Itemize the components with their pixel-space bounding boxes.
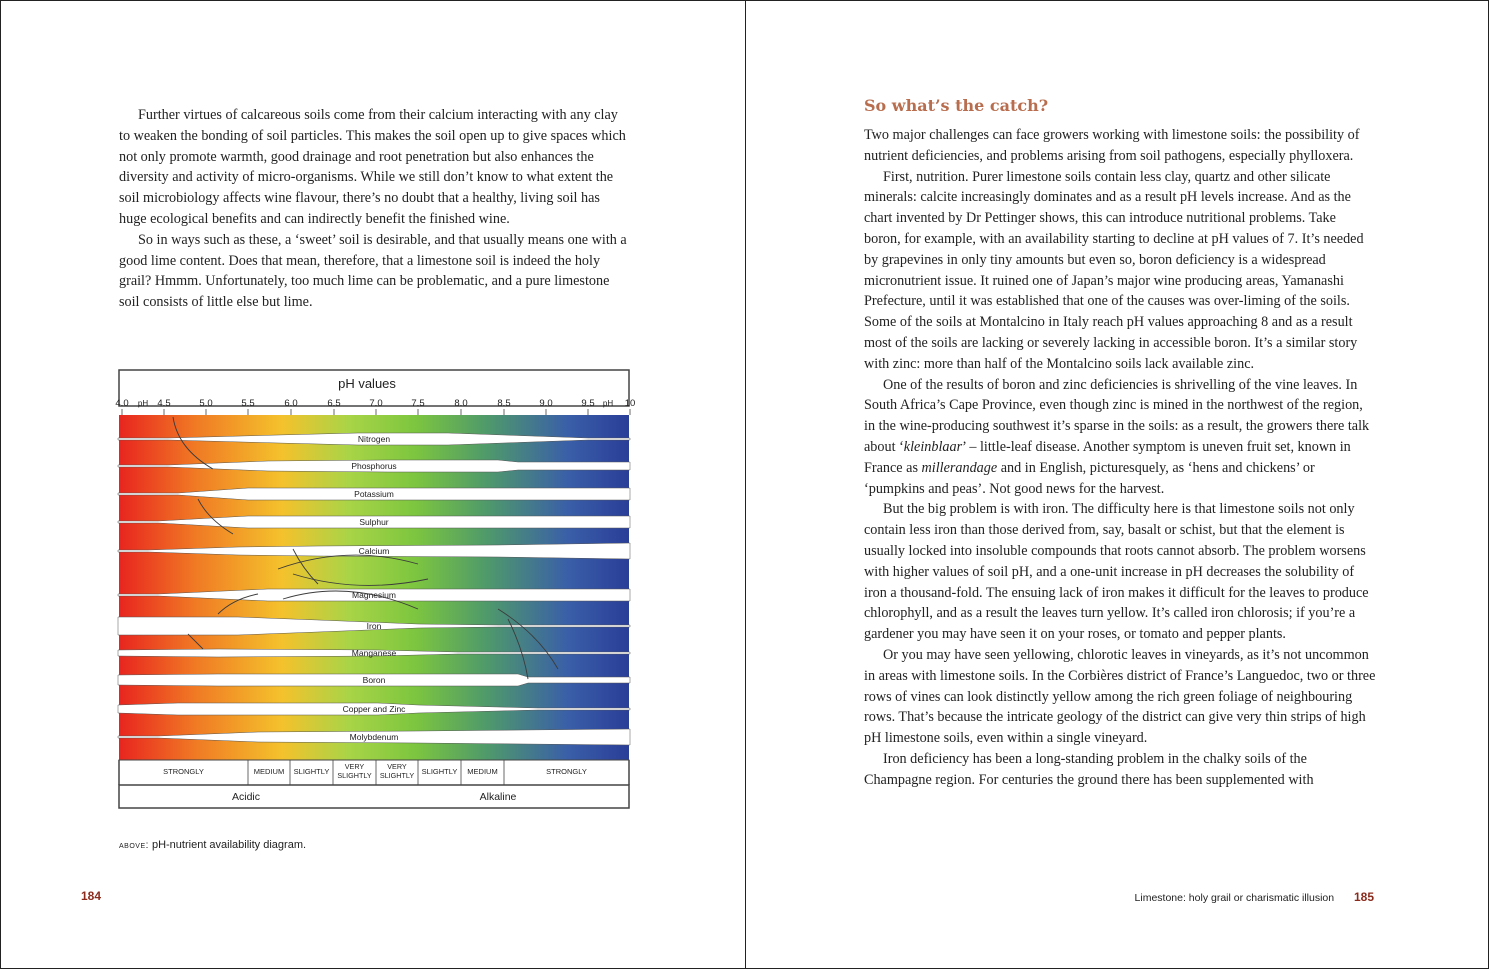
side-alkaline: Alkaline bbox=[479, 791, 517, 803]
folio-right: 185 bbox=[1353, 890, 1374, 904]
acidity-label: STRONGLY bbox=[163, 767, 204, 776]
section-heading: So what’s the catch? bbox=[864, 96, 1049, 115]
ph-tick-label: 8.5 bbox=[497, 398, 511, 409]
paragraph: Or you may have seen yellowing, chlorotic leaves in vineyards, as it’s not uncommon in areas with limestone soils. In the Corbières district of France’s Languedoc, two or three rows of vines can look distinctly yellow among the rich green foliage of neighbouring rows. That’s because the intricate geology of the district can give very thin strips of high pH limestone soils, even within a single vineyard. bbox=[864, 646, 1376, 747]
acidity-label: MEDIUM bbox=[467, 767, 498, 776]
ph-tick-label: 5.0 bbox=[199, 398, 213, 409]
ph-tick-label: 9.5 bbox=[581, 398, 595, 409]
nutrient-label: Molybdenum bbox=[349, 732, 399, 742]
acidity-label: VERY bbox=[344, 762, 365, 771]
figure-caption bbox=[119, 839, 306, 851]
nutrient-label: Potassium bbox=[354, 489, 394, 499]
ph-tick-label: 7.5 bbox=[411, 398, 425, 409]
nutrient-label: Sulphur bbox=[359, 517, 389, 527]
paragraph: Two major challenges can face growers working with limestone soils: the possibility of nutrient deficiencies, and problems arising from soil pathogens, especially phylloxera. bbox=[864, 127, 1360, 164]
left-body-text bbox=[119, 105, 629, 313]
paragraph: So in ways such as these, a ‘sweet’ soil is desirable, and that usually means one with a good lime content. Does that mean, therefore, that a limestone soil is indeed the holy grail? Hmmm. Unfortunately, too much lime can be problematic, and a pure limestone soil consists of little else but lime. bbox=[119, 231, 627, 311]
nutrient-label: Phosphorus bbox=[351, 461, 397, 471]
acidity-label: SLIGHTLY bbox=[379, 771, 415, 780]
right-page bbox=[746, 1, 1488, 968]
ph-tick-label: 8.0 bbox=[454, 398, 468, 409]
paragraph: One of the results of boron and zinc deficiencies is shrivelling of the vine leaves. In South Africa’s Cape Province, even though zinc is mined in the northwest of the region, in the wine-producing southwest it’s sparse in the soils: as a result, the growers there talk about ‘kleinblaar’ – little-leaf disease. Another symptom is uneven fruit set, known in France as millerandage and in English, picturesquely, as ‘hens and chickens’ or ‘pumpkins and peas’. Not good news for the harvest. bbox=[864, 376, 1370, 497]
running-head-title: Limestone: holy grail or charismatic illusion bbox=[1134, 892, 1335, 904]
side-acidic: Acidic bbox=[231, 791, 261, 803]
acidity-label: SLIGHTLY bbox=[293, 767, 330, 776]
caption-prefix: above: bbox=[119, 840, 149, 851]
nutrient-label: Iron bbox=[366, 621, 382, 631]
ph-tick-label: 6.5 bbox=[327, 398, 341, 409]
ph-tick-label: 9.0 bbox=[539, 398, 553, 409]
chart-title: pH values bbox=[338, 376, 396, 391]
caption-text: pH-nutrient availability diagram. bbox=[148, 839, 307, 851]
running-head bbox=[1135, 890, 1374, 904]
folio-left: 184 bbox=[81, 889, 102, 903]
ph-tick-label: 7.0 bbox=[369, 398, 383, 409]
ph-tick-label: 10 bbox=[624, 398, 636, 409]
paragraph: First, nutrition. Purer limestone soils contain less clay, quartz and other silicate minerals: calcite increasingly dominates and as a result pH levels increase. And as the chart invented by Dr Pettinger shows, this can introduce nutritional problems. Take boron, for example, with an availability starting to decline at pH values of 7. It’s needed by grapevines in only tiny amounts but even so, boron deficiency is a widespread micronutrient issue. It ruined one of Japan’s major wine producing areas, Yamanashi Prefecture, until it was established that one of the causes was over-liming of the soils. Some of the soils at Montalcino in Italy reach pH values approaching 8 and as a result most of the soils are lacking or severely lacking in accessible boron. It’s a similar story with zinc: more than half of the Montalcino soils lack available zinc. bbox=[864, 168, 1364, 372]
acidity-label: SLIGHTLY bbox=[337, 771, 372, 780]
italic-term: millerandage bbox=[921, 459, 998, 476]
ph-nutrient-chart bbox=[115, 369, 636, 811]
ph-tick-label: pH bbox=[602, 399, 614, 408]
paragraph: Further virtues of calcareous soils come from their calcium interacting with any clay to weaken the bonding of soil particles. This makes the soil open up to give spaces which not only promote warmth, good drainage and root penetration but also enhances the diversity and activity of micro-organisms. While we still don’t know to what extent the soil microbiology affects wine flavour, there’s no doubt that a healthy, living soil has huge ecological benefits and can indirectly benefit the finished wine. bbox=[119, 107, 626, 227]
ph-tick-label: 4.5 bbox=[157, 398, 171, 409]
ph-tick-label: pH bbox=[137, 399, 149, 408]
nutrient-label: Boron bbox=[362, 675, 386, 685]
acidity-label: VERY bbox=[387, 762, 407, 771]
left-page bbox=[1, 1, 745, 968]
italic-term: kleinblaar bbox=[903, 438, 963, 455]
nutrient-label: Nitrogen bbox=[357, 434, 391, 444]
paragraph: Iron deficiency has been a long-standing problem in the chalky soils of the Champagne region. For centuries the ground there has been supplemented with bbox=[864, 750, 1314, 788]
ph-tick-label: 6.0 bbox=[284, 398, 298, 409]
acidity-label: SLIGHTLY bbox=[421, 767, 458, 776]
nutrient-label: Magnesium bbox=[352, 590, 396, 600]
nutrient-label: Manganese bbox=[351, 648, 397, 658]
nutrient-label: Calcium bbox=[358, 546, 390, 556]
paragraph: But the big problem is with iron. The difficulty here is that limestone soils not only contain less iron than those derived from, say, basalt or schist, but that the element is usually locked into insoluble compounds that roots cannot absorb. The problem worsens with higher values of soil pH, and a one-unit increase in pH decreases the solubility of iron a thousand-fold. The ensuing lack of iron makes it difficult for the leaves to produce chlorophyll, and as a result the leaves turn yellow. It’s called iron chlorosis; if you’re a gardener you may have seen it on your roses, or tomato and pepper plants. bbox=[864, 501, 1369, 643]
right-body-text bbox=[864, 125, 1376, 791]
side-row bbox=[119, 785, 629, 808]
acidity-label: MEDIUM bbox=[253, 767, 285, 776]
nutrient-label: Copper and Zinc bbox=[342, 704, 406, 714]
ph-tick-label: 4.0 bbox=[115, 398, 129, 409]
acidity-label: STRONGLY bbox=[546, 767, 587, 776]
ph-tick-label: 5.5 bbox=[241, 398, 255, 409]
